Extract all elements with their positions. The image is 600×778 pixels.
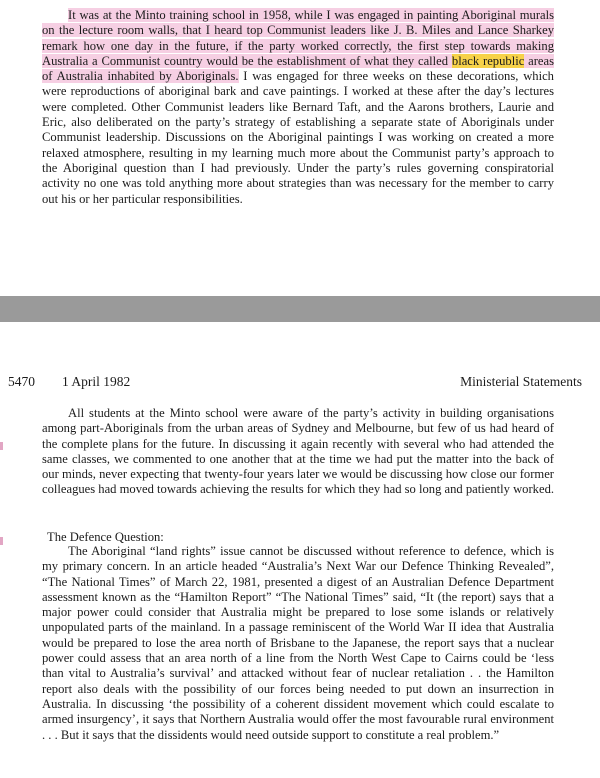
paragraph-defence: The Aboriginal “land rights” issue cannot be discussed without reference to defence, which is my primary concern. In an article headed “Australia’s Next War our Defence Thinking Revealed”, “The National Times” of March 22, 1981, presented a digest of an Australian Defence Department assessment known as the “Hamilton Report” “The National Times” said, “It (the report) says that a major power could consider that Australia might be prepared to lose some islands or relatively unpopulated parts of the mainland. In a passage reminiscent of the World War II idea that Australia would be prepared to lose the area north of Brisbane to the Japanese, the report says that a nuclear power could assess that an area north of a line from the North West Cape to Cairns could be ‘less than vital to Australia’s survival’ and attacked without fear of nuclear retaliation . . the Hamilton report also deals with the possibility of our forces being needed to put down an insurrection in Australia. In discussing ‘the possibility of a coherent dissident movement which could escalate to armed insurgency’, it says that Northern Australia would offer the most favourable rural environment . . . But it says that the dissidents would need outside support to constitute a real problem.” [42,544,554,742]
bottom-page [0,322,600,778]
highlighted-text-end: areas of Australia inhabited by Aboriginals. [42,53,555,84]
highlighted-text: It was at the Minto training school in 1958, while I was engaged in painting Aboriginal murals on the lecture room walls, that I heard top Communist leaders like J. B. Miles and Lance Sharkey remark how one day in the future, if the party worked correctly, the first step towards making Australia a Communist country would be the establishment of what they called [42,8,554,68]
highlighted-term: black republic [451,53,525,68]
page-date: 1 April 1982 [62,374,131,389]
margin-mark [0,442,3,450]
defence-heading: The Defence Question: [47,530,164,544]
page-number: 5470 [8,374,35,389]
section-title: Ministerial Statements [460,374,582,389]
page-divider [0,296,600,322]
top-page [0,0,600,296]
margin-mark [0,537,3,545]
top-paragraph [42,8,554,207]
plain-text: I was engaged for three weeks on these decorations, which were reproductions of aboriginal bark and cave paintings. I worked at these after the day’s lectures were completed. Other Communist leaders like Bernard Taft, and the Aarons brothers, Laurie and Eric, also deliberated on the party’s strategy of establishing a separate state of Aboriginals under Communist leadership. Discussions on the Aboriginal paintings I was working on created a more relaxed atmosphere, resulting in my learning much more about the Communist party’s approach to the Aboriginal question than I had previously. Under the party’s rules governing conspiratorial activity no one was told anything more about strategies than was necessary for the member to carry out his or her particular responsibilities. [42,69,554,206]
page-header [0,374,600,392]
paragraph-minto-school: All students at the Minto school were aware of the party’s activity in building organisations among part-Aboriginals from the urban areas of Sydney and Melbourne, but few of us had heard of the complete plans for the future. In discussing it again recently with several who had attended the same classes, we commented to one another that at the time we had put the matter into the back of our minds, never expecting that twenty-four years later we would be discussing how close our former colleagues had moved towards achieving the results for which they had so long and patiently worked. [42,406,555,497]
